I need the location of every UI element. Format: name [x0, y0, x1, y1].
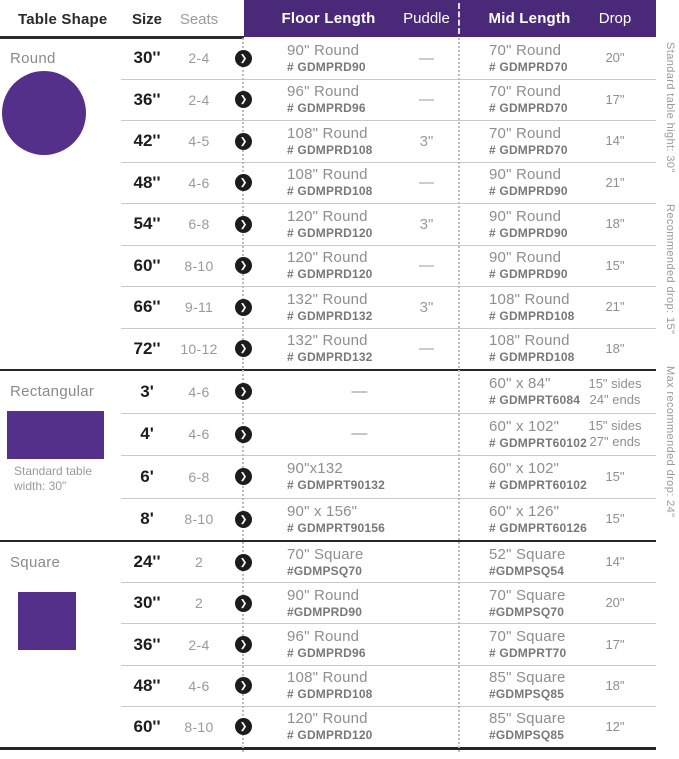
drop-cell [575, 92, 655, 108]
table-row [121, 120, 656, 162]
drop-cell [575, 133, 655, 149]
drop-value: 14" [605, 554, 625, 570]
table-row [121, 665, 656, 706]
floor-length-value: 70" Square [287, 545, 364, 563]
size-cell: 4' [140, 424, 154, 444]
drop-value: 15" sides [588, 418, 642, 434]
arrow-cell [225, 511, 261, 528]
size-cell: 48'' [133, 172, 161, 192]
drop-cell [575, 299, 655, 315]
table-row [121, 79, 656, 121]
dotted-divider-mid [458, 38, 460, 752]
floor-part-number: # GDMPRD96 [287, 101, 366, 116]
chevron-right-icon: ❯ [235, 554, 252, 571]
arrow-cell [225, 383, 261, 400]
floor-length-value: 108" Round [287, 166, 368, 184]
caption-line-2: width: 30" [14, 479, 67, 493]
drop-value: 15" [605, 511, 625, 527]
table-row [121, 203, 656, 245]
table-row [121, 542, 656, 582]
chevron-right-icon: ❯ [235, 50, 252, 67]
floor-length-cell [261, 383, 458, 401]
header-mid-length: Mid Length [488, 10, 571, 27]
puddle-cell: — [419, 174, 434, 192]
chevron-right-icon: ❯ [235, 595, 252, 612]
size-cell: 66'' [133, 297, 161, 317]
table-row [121, 498, 656, 541]
size-cell: 36'' [133, 634, 161, 654]
arrow-cell [225, 718, 261, 735]
mid-length-value: 108" Round [489, 332, 570, 350]
mid-length-value: 90" Round [489, 207, 562, 225]
floor-length-value: 90"x132 [287, 460, 343, 478]
chevron-right-icon: ❯ [235, 174, 252, 191]
chevron-right-icon: ❯ [235, 91, 252, 108]
floor-length-cell [261, 628, 395, 661]
drop-cell [575, 216, 655, 232]
mid-length-cell [458, 42, 575, 75]
arrow-cell [225, 50, 261, 67]
mid-part-number: # GDMPRD70 [489, 59, 568, 74]
drop-value-2: 27" ends [589, 434, 641, 450]
floor-length-value: — [351, 425, 368, 443]
square-shape-panel [0, 542, 121, 747]
size-cell: 42'' [133, 131, 161, 151]
floor-part-number: # GDMPRD108 [287, 142, 373, 157]
drop-value-2: 24" ends [589, 391, 641, 407]
round-shape-panel [0, 38, 121, 369]
drop-value: 12" [605, 718, 625, 734]
square-shape-icon [18, 592, 76, 650]
table-row [121, 413, 656, 456]
mid-part-number: # GDMPRT60102 [489, 435, 587, 450]
size-cell: 3' [140, 381, 154, 401]
floor-length-value: 108" Round [287, 124, 368, 142]
mid-length-cell [458, 375, 581, 408]
mid-part-number: # GDMPRT70 [489, 646, 567, 660]
table-row [121, 582, 656, 623]
size-cell: 60'' [133, 716, 161, 736]
floor-length-value: 108" Round [287, 669, 368, 687]
floor-length-cell [261, 125, 395, 158]
table-row [121, 706, 656, 747]
seats-cell: 9-11 [184, 299, 214, 316]
mid-part-number: # GDMPRD108 [489, 350, 575, 365]
drop-value: 18" [605, 340, 625, 356]
arrow-cell [225, 554, 261, 571]
drop-value: 15" [605, 257, 625, 273]
section-square [0, 540, 656, 750]
arrow-cell [225, 677, 261, 694]
mid-length-cell [458, 502, 587, 536]
drop-cell [575, 678, 655, 694]
floor-length-value: 96" Round [287, 83, 360, 101]
seats-cell: 2-4 [188, 50, 210, 67]
mid-length-value: 90" Round [489, 249, 562, 267]
seats-cell: 6-8 [188, 216, 210, 233]
header-left [0, 0, 244, 38]
header-seats: Seats [179, 10, 219, 28]
header-puddle: Puddle [403, 10, 450, 27]
chevron-right-icon: ❯ [235, 257, 252, 274]
arrow-cell [225, 216, 261, 233]
mid-part-number: #GDMPSQ70 [489, 604, 565, 619]
chevron-right-icon: ❯ [235, 677, 252, 694]
floor-length-cell [261, 503, 395, 536]
floor-part-number: # GDMPRD132 [287, 308, 373, 323]
size-cell: 36'' [133, 89, 161, 109]
drop-cell [575, 418, 655, 450]
mid-part-number: # GDMPRD108 [489, 308, 575, 323]
arrow-cell [225, 426, 261, 443]
square-rows [121, 542, 656, 747]
floor-length-value: 90" x 156" [287, 502, 358, 520]
floor-length-value: 90" Round [287, 41, 360, 59]
side-note-recommended-drop: Recommended drop: 15" [664, 204, 676, 335]
drop-cell [575, 554, 655, 570]
floor-length-cell [261, 587, 395, 620]
size-cell: 6' [140, 466, 154, 486]
floor-length-value: 120" Round [287, 207, 368, 225]
drop-cell [575, 376, 655, 408]
mid-part-number: # GDMPRT60126 [489, 520, 587, 535]
mid-length-value: 60" x 102" [489, 460, 560, 478]
size-cell: 48'' [133, 675, 161, 695]
floor-length-value: — [351, 382, 368, 400]
seats-cell: 2 [194, 595, 204, 612]
drop-cell [575, 595, 655, 611]
floor-length-value: 90" Round [287, 586, 360, 604]
arrow-cell [225, 257, 261, 274]
section-label-rectangular: Rectangular [10, 383, 95, 400]
floor-length-cell [261, 83, 395, 116]
header-floor-length: Floor Length [281, 10, 376, 27]
size-cell: 24'' [133, 552, 161, 572]
floor-length-value: 132" Round [287, 290, 368, 308]
floor-length-cell [261, 42, 395, 75]
section-round [0, 38, 656, 369]
drop-value: 17" [605, 636, 625, 652]
puddle-cell: 3" [419, 215, 434, 233]
header-dashed-divider [458, 3, 460, 34]
table-row [121, 371, 656, 413]
mid-length-value: 70" Square [489, 628, 566, 645]
chevron-right-icon: ❯ [235, 636, 252, 653]
puddle-cell: 3" [419, 132, 434, 150]
side-note-max-drop: Max recommended drop: 24" [664, 365, 676, 518]
mid-length-cell [458, 332, 575, 365]
arrow-cell [225, 174, 261, 191]
mid-length-cell [458, 125, 575, 158]
drop-cell [575, 258, 655, 274]
mid-length-cell [458, 710, 575, 743]
chevron-right-icon: ❯ [235, 426, 252, 443]
arrow-cell [225, 340, 261, 357]
table-row [121, 245, 656, 287]
floor-length-value: 96" Round [287, 628, 360, 645]
section-label-square: Square [10, 554, 61, 571]
mid-length-cell [458, 628, 575, 661]
mid-length-cell [458, 291, 575, 324]
table-row [121, 38, 656, 79]
floor-part-number: #GDMPRD90 [287, 604, 363, 619]
mid-part-number: # GDMPRD70 [489, 142, 568, 157]
header-drop: Drop [598, 10, 632, 27]
puddle-cell: 3" [419, 298, 434, 316]
floor-part-number: # GDMPRD90 [287, 59, 366, 74]
seats-cell: 4-6 [188, 174, 210, 191]
floor-part-number: # GDMPRT90132 [287, 478, 385, 493]
size-cell: 8' [140, 509, 154, 529]
rectangular-caption [14, 464, 92, 494]
mid-part-number: # GDMPRT6084 [489, 393, 581, 408]
drop-value: 15" [605, 468, 625, 484]
header-purple-band [244, 0, 656, 37]
floor-length-cell [261, 249, 395, 282]
table-row [121, 328, 656, 370]
drop-cell [575, 175, 655, 191]
puddle-cell: — [419, 91, 434, 109]
mid-length-cell [458, 669, 575, 702]
rectangular-rows [121, 371, 656, 540]
floor-length-cell [261, 425, 458, 443]
floor-part-number: # GDMPRD108 [287, 184, 373, 199]
size-cell: 54'' [133, 214, 161, 234]
arrow-cell [225, 299, 261, 316]
mid-length-value: 85" Square [489, 710, 566, 728]
mid-length-value: 85" Square [489, 669, 566, 687]
seats-cell: 4-6 [188, 677, 210, 694]
table-row [121, 162, 656, 204]
floor-part-number: # GDMPRD132 [287, 350, 373, 365]
arrow-cell [225, 636, 261, 653]
mid-length-value: 60" x 102" [489, 417, 560, 435]
floor-length-value: 120" Round [287, 710, 368, 728]
floor-length-value: 120" Round [287, 249, 368, 267]
drop-value: 18" [605, 677, 625, 693]
puddle-cell: — [419, 257, 434, 275]
round-shape-icon [2, 71, 86, 155]
mid-part-number: #GDMPSQ85 [489, 687, 565, 702]
seats-cell: 10-12 [180, 340, 218, 357]
mid-length-cell [458, 83, 575, 116]
caption-line-1: Standard table [14, 464, 93, 478]
arrow-cell [225, 91, 261, 108]
drop-cell [575, 637, 655, 653]
size-cell: 30'' [133, 48, 161, 68]
mid-part-number: # GDMPRD90 [489, 267, 568, 282]
puddle-cell: — [419, 49, 434, 67]
chevron-right-icon: ❯ [235, 340, 252, 357]
section-rectangular [0, 369, 656, 540]
round-rows [121, 38, 656, 369]
floor-part-number: # GDMPRD120 [287, 728, 373, 743]
floor-length-value: 132" Round [287, 332, 368, 350]
drop-cell [575, 511, 655, 527]
drop-value: 20" [605, 595, 625, 611]
mid-length-cell [458, 546, 575, 579]
mid-length-cell [458, 587, 575, 620]
seats-cell: 2 [194, 554, 204, 571]
seats-cell: 2-4 [188, 91, 210, 108]
side-notes [664, 42, 676, 517]
seats-cell: 8-10 [184, 257, 214, 274]
mid-length-value: 70" Round [489, 83, 562, 101]
seats-cell: 4-6 [188, 426, 210, 443]
floor-part-number: # GDMPRD120 [287, 267, 373, 282]
rectangle-shape-icon [7, 411, 104, 459]
drop-value: 21" [605, 174, 625, 190]
table-row [121, 623, 656, 664]
mid-part-number: #GDMPSQ85 [489, 728, 565, 743]
floor-length-cell [261, 166, 395, 199]
seats-cell: 2-4 [188, 636, 210, 653]
seats-cell: 4-5 [188, 133, 210, 150]
mid-length-cell [458, 460, 587, 493]
mid-length-value: 90" Round [489, 166, 562, 184]
floor-part-number: # GDMPRT90156 [287, 520, 385, 535]
header-table-shape: Table Shape [18, 10, 108, 28]
seats-cell: 6-8 [188, 468, 210, 485]
drop-value: 17" [605, 91, 625, 107]
mid-length-cell [458, 166, 575, 199]
mid-part-number: # GDMPRT60102 [489, 478, 587, 493]
arrow-cell [225, 133, 261, 150]
floor-length-cell [261, 332, 395, 365]
arrow-cell [225, 595, 261, 612]
drop-cell [575, 469, 655, 485]
drop-value: 14" [605, 133, 625, 149]
mid-length-value: 70" Square [489, 586, 566, 604]
mid-part-number: # GDMPRD90 [489, 184, 568, 199]
chevron-right-icon: ❯ [235, 511, 252, 528]
floor-part-number: # GDMPRD120 [287, 225, 373, 240]
drop-value: 21" [605, 299, 625, 315]
floor-length-cell [261, 460, 395, 493]
side-note-table-height: Standard table hight: 30" [664, 42, 676, 173]
drop-cell [575, 50, 655, 66]
table-row [121, 455, 656, 498]
mid-length-cell [458, 249, 575, 282]
rectangular-shape-panel [0, 371, 121, 540]
mid-length-cell [458, 417, 587, 451]
seats-cell: 8-10 [184, 511, 214, 528]
drop-cell [575, 341, 655, 357]
seats-cell: 8-10 [184, 718, 214, 735]
puddle-cell: — [419, 340, 434, 358]
chevron-right-icon: ❯ [235, 133, 252, 150]
mid-length-value: 108" Round [489, 290, 570, 308]
arrow-cell [225, 468, 261, 485]
drop-value: 20" [605, 50, 625, 66]
mid-part-number: #GDMPSQ54 [489, 563, 565, 578]
section-label-round: Round [10, 50, 56, 67]
floor-length-cell [261, 546, 395, 579]
drop-value: 18" [605, 216, 625, 232]
table-row [121, 286, 656, 328]
mid-length-value: 60" x 84" [489, 375, 551, 393]
mid-length-value: 60" x 126" [489, 502, 560, 520]
floor-length-cell [261, 669, 395, 702]
size-cell: 72'' [133, 338, 161, 358]
chevron-right-icon: ❯ [235, 718, 252, 735]
chevron-right-icon: ❯ [235, 299, 252, 316]
header-size: Size [131, 10, 162, 28]
floor-part-number: # GDMPRD96 [287, 646, 366, 660]
drop-value: 15" sides [588, 375, 642, 391]
floor-part-number: #GDMPSQ70 [287, 563, 363, 578]
mid-length-value: 70" Round [489, 124, 562, 142]
chevron-right-icon: ❯ [235, 468, 252, 485]
floor-length-cell [261, 208, 395, 241]
drop-cell [575, 719, 655, 735]
floor-part-number: # GDMPRD108 [287, 687, 373, 702]
size-cell: 30'' [133, 593, 161, 613]
floor-length-cell [261, 291, 395, 324]
chevron-right-icon: ❯ [235, 383, 252, 400]
mid-length-cell [458, 208, 575, 241]
size-cell: 60'' [133, 255, 161, 275]
mid-length-value: 52" Square [489, 545, 566, 563]
chevron-right-icon: ❯ [235, 216, 252, 233]
seats-cell: 4-6 [188, 383, 210, 400]
mid-part-number: # GDMPRD90 [489, 225, 568, 240]
floor-length-cell [261, 710, 395, 743]
mid-length-value: 70" Round [489, 41, 562, 59]
table-header-row [0, 0, 656, 38]
mid-part-number: # GDMPRD70 [489, 101, 568, 116]
